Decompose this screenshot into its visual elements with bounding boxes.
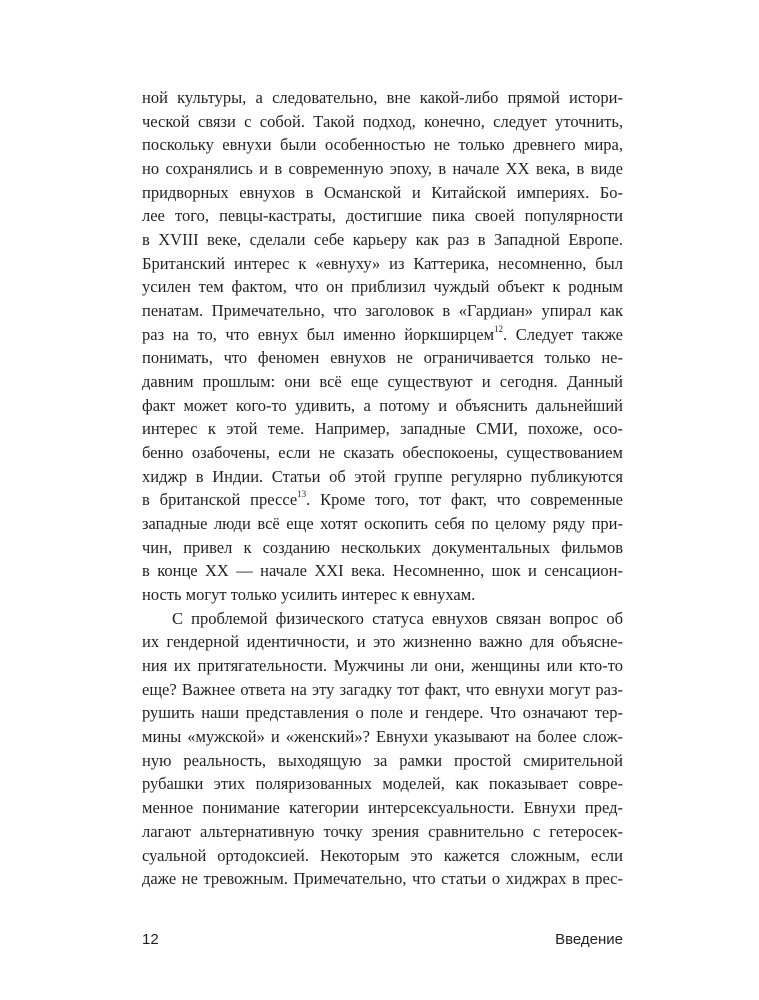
- text-line-content: [142, 630, 623, 654]
- text-line: [142, 725, 623, 749]
- text-line-content: [142, 701, 623, 725]
- text-line: [142, 678, 623, 702]
- text-segment: чин, привел к созданию нескольких документальных фильмов: [142, 537, 623, 557]
- text-line: [142, 701, 623, 725]
- text-segment: но сохранялись и в современную эпоху, в начале XX века, в виде: [142, 159, 623, 179]
- text-segment: в XVIII веке, сделали себе карьеру как раз в Западной Европе.: [142, 230, 623, 250]
- text-segment: факт может кого-то удивить, а потому и объяснить дальнейший: [142, 395, 623, 415]
- text-line-content: [142, 394, 623, 418]
- text-line: [142, 204, 623, 228]
- text-line: [142, 86, 623, 110]
- text-segment: суальной ортодоксией. Некоторым это кажется сложным, если: [142, 845, 623, 865]
- text-segment: ную реальность, выходящую за рамки простой смирительной: [142, 750, 623, 770]
- text-segment: бенно озабочены, если не сказать обеспокоены, существованием: [142, 443, 623, 463]
- page-footer: [142, 931, 623, 948]
- text-line: [142, 488, 623, 512]
- text-line: [142, 370, 623, 394]
- text-line: [142, 252, 623, 276]
- footnote-reference[interactable]: 13: [297, 489, 307, 500]
- text-line-content: [142, 252, 623, 276]
- text-line-content: [142, 228, 623, 252]
- text-line: [142, 559, 623, 583]
- text-line-content: [142, 417, 623, 441]
- text-line-content: [142, 725, 623, 749]
- text-segment: поскольку евнухи были особенностью не только древнего мира,: [142, 135, 623, 155]
- text-segment: усилен тем фактом, что он приблизил чуждый объект к родным: [142, 277, 623, 297]
- text-line-content: [142, 772, 623, 796]
- text-line-content: [142, 204, 623, 228]
- text-line: [142, 867, 623, 891]
- text-line: [142, 441, 623, 465]
- text-line: [142, 630, 623, 654]
- text-segment: в британской прессе: [142, 490, 298, 510]
- text-segment: Британский интерес к «евнуху» из Каттерика, несомненно, был: [142, 253, 623, 273]
- text-line: [142, 133, 623, 157]
- text-line-content: [142, 465, 623, 489]
- text-line: [142, 607, 623, 631]
- text-segment: в конце XX — начале XXI века. Несомненно, шок и сенсацион-: [142, 561, 623, 581]
- text-segment: мины «мужской» и «женский»? Евнухи указывают на более слож-: [142, 727, 623, 747]
- text-line-content: [142, 559, 623, 583]
- text-line-content: [142, 323, 623, 347]
- text-segment: давним прошлым: они всё еще существуют и сегодня. Данный: [142, 372, 623, 392]
- text-segment: их гендерной идентичности, и это жизненно важно для объясне-: [142, 632, 623, 652]
- text-segment: менное понимание категории интерсексуальности. Евнухи пред-: [142, 798, 623, 818]
- text-segment: . Кроме того, тот факт, что современные: [306, 490, 623, 510]
- body-text: [142, 86, 623, 891]
- text-line-content: [142, 275, 623, 299]
- text-segment: рушить наши представления о поле и гендере. Что означают тер-: [142, 703, 623, 723]
- text-segment: интерес к этой теме. Например, западные СМИ, похоже, осо-: [142, 419, 623, 439]
- text-line-content: [142, 867, 623, 891]
- footnote-reference[interactable]: 12: [494, 323, 504, 334]
- text-line-content: [142, 820, 623, 844]
- text-line-content: [142, 299, 623, 323]
- text-line-content: [142, 133, 623, 157]
- text-line-content: [142, 749, 623, 773]
- text-segment: ния их притягательности. Мужчины ли они, женщины или кто-то: [142, 656, 623, 676]
- text-line: [142, 228, 623, 252]
- text-segment: понимать, что феномен евнухов не ограничивается только не-: [142, 348, 623, 368]
- text-line-content: [142, 488, 623, 512]
- text-line-content: [142, 512, 623, 536]
- text-segment: хиджр в Индии. Статьи об этой группе регулярно публикуются: [142, 466, 623, 486]
- text-line-content: [142, 110, 623, 134]
- text-line: [142, 583, 623, 607]
- text-line-content: [142, 181, 623, 205]
- text-line: [142, 346, 623, 370]
- text-segment: пенатам. Примечательно, что заголовок в «Гардиан» упирал как: [142, 301, 623, 321]
- text-line: [142, 417, 623, 441]
- text-line: [142, 110, 623, 134]
- text-line: [142, 512, 623, 536]
- text-line: [142, 323, 623, 347]
- text-segment: западные люди всё еще хотят оскопить себя по целому ряду при-: [142, 514, 623, 534]
- text-line-content: [142, 86, 623, 110]
- text-segment: лее того, певцы-кастраты, достигшие пика своей популярности: [142, 206, 623, 226]
- text-segment: ной культуры, а следовательно, вне какой-либо прямой истори-: [142, 88, 623, 107]
- text-line: [142, 465, 623, 489]
- text-line-content: [142, 370, 623, 394]
- text-segment: даже не тревожным. Примечательно, что статьи о хиджрах в прес-: [142, 869, 623, 889]
- text-line-content: [142, 157, 623, 181]
- text-line: [142, 275, 623, 299]
- text-line-content: [142, 678, 623, 702]
- page-number: 12: [142, 931, 159, 948]
- text-line-content: [142, 441, 623, 465]
- text-segment: . Следует также: [503, 324, 623, 344]
- text-line: [142, 536, 623, 560]
- text-segment: лагают альтернативную точку зрения сравнительно с гетеросек-: [142, 821, 623, 841]
- text-segment: рубашки этих поляризованных моделей, как показывает совре-: [142, 774, 623, 794]
- text-segment: раз на то, что евнух был именно йоркширцем: [142, 324, 495, 344]
- running-section-title: Введение: [555, 931, 623, 948]
- text-segment: ческой связи с собой. Такой подход, конечно, следует уточнить,: [142, 111, 623, 131]
- text-line-content: [142, 583, 623, 607]
- text-line: [142, 654, 623, 678]
- text-segment: еще? Важнее ответа на эту загадку тот факт, что евнухи могут раз-: [142, 679, 623, 699]
- text-line-content: [142, 844, 623, 868]
- text-line: [142, 749, 623, 773]
- text-line: [142, 157, 623, 181]
- text-line: [142, 394, 623, 418]
- text-line-content: [142, 654, 623, 678]
- text-line-content: [142, 796, 623, 820]
- text-line: [142, 299, 623, 323]
- text-segment: С проблемой физического статуса евнухов связан вопрос об: [172, 608, 623, 628]
- text-line: [142, 844, 623, 868]
- text-line: [142, 181, 623, 205]
- text-line: [142, 820, 623, 844]
- text-line-content: [172, 607, 623, 631]
- text-segment: придворных евнухов в Османской и Китайской империях. Бо-: [142, 182, 623, 202]
- text-segment: ность могут только усилить интерес к евнухам.: [142, 585, 476, 605]
- text-line: [142, 772, 623, 796]
- text-line: [142, 796, 623, 820]
- text-line-content: [142, 346, 623, 370]
- text-line-content: [142, 536, 623, 560]
